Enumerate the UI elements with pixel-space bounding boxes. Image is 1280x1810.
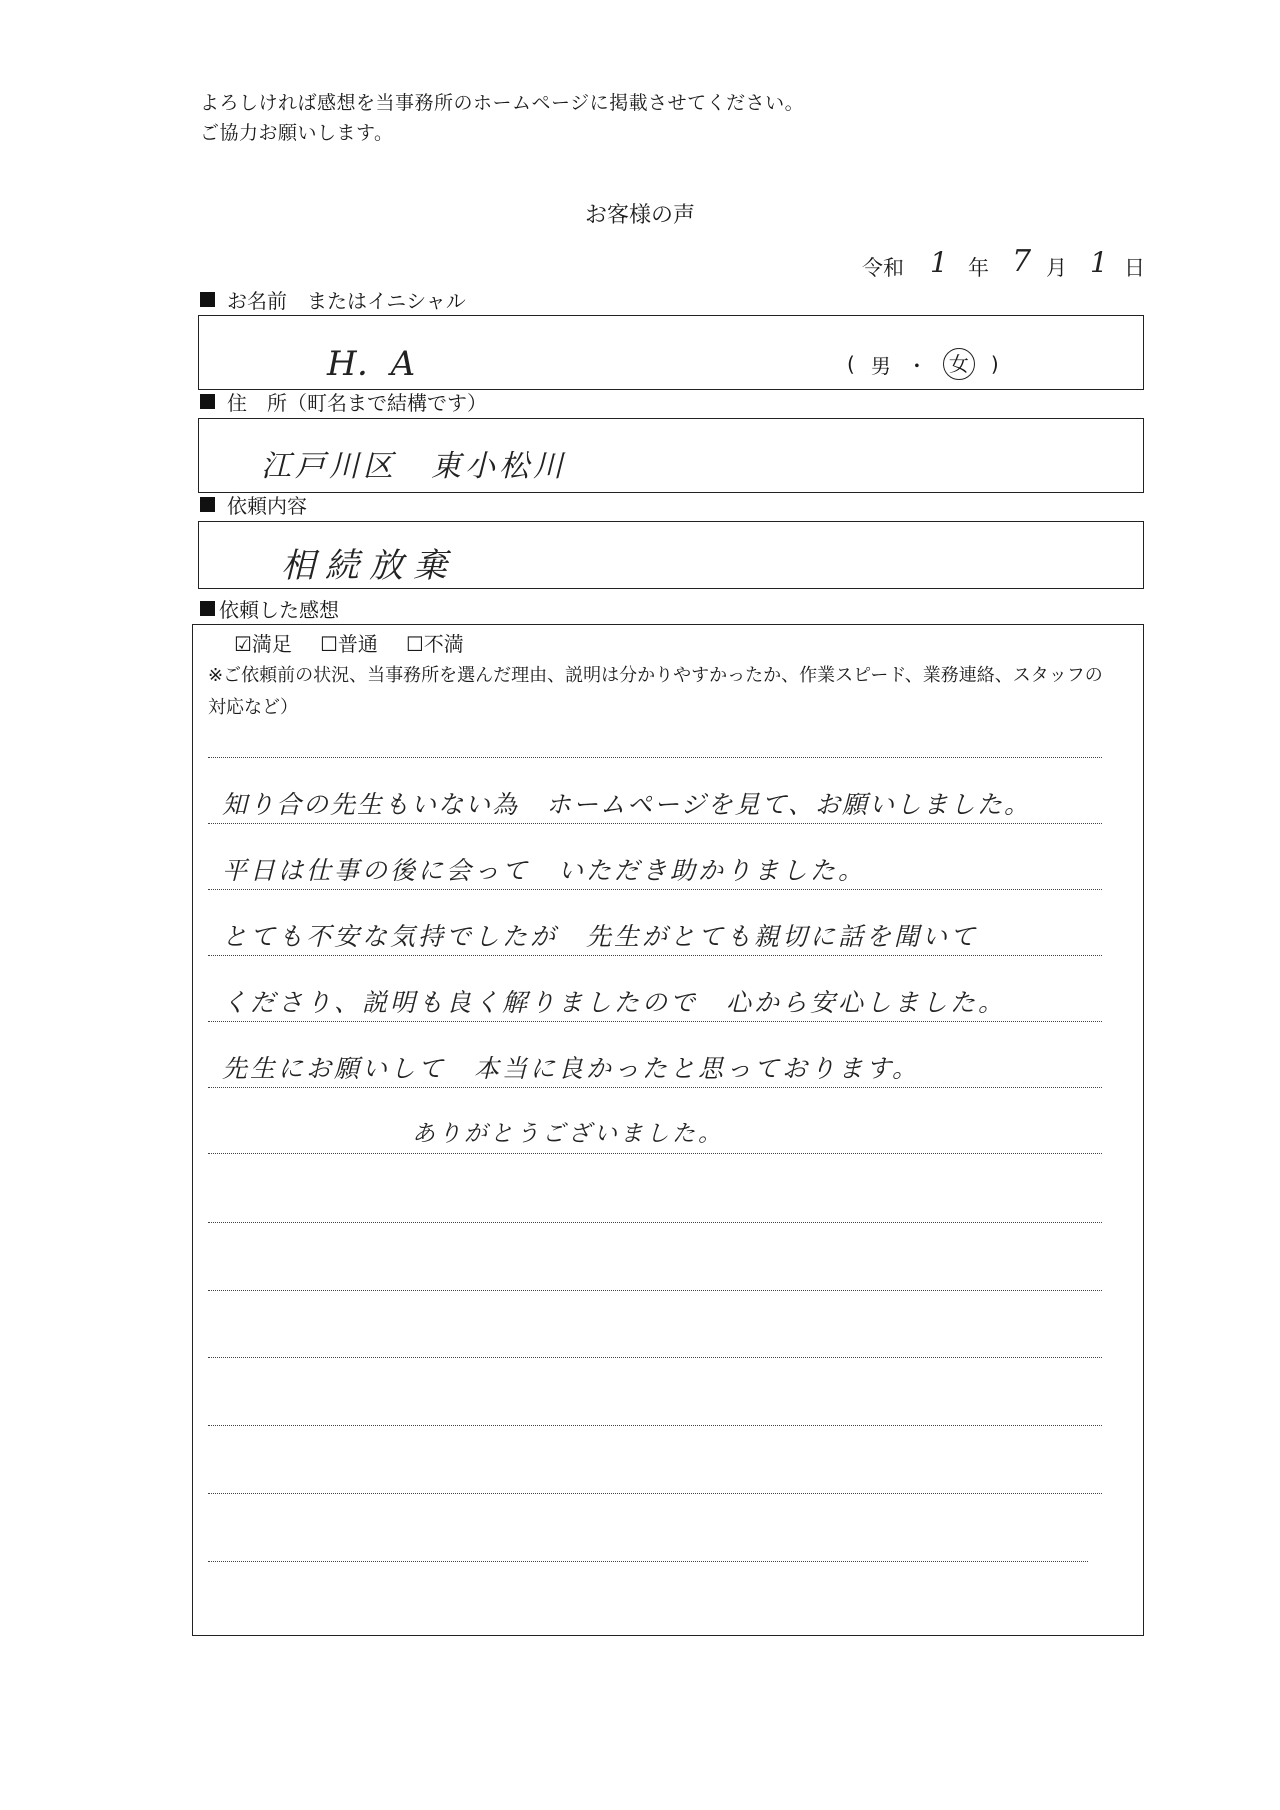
comment-line-2: 平日は仕事の後に会って いただき助かりました。 [222,856,867,885]
option-normal: ☐普通 [319,632,378,656]
date-day: 1 [1090,246,1108,279]
section-marker [200,497,215,512]
comment-line-3: とても不安な気持でしたが 先生がとても親切に話を聞いて [222,922,979,951]
ruled-line [208,823,1102,824]
comment-line-4: くださり、説明も良く解りましたので 心から安心しました。 [222,988,1007,1017]
comment-line-1: 知り合の先生もいない為 ホームページを見て、お願いしました。 [222,790,1032,819]
section-marker [200,292,215,307]
option-dissatisfied: ☐不満 [405,632,464,656]
ruled-line [208,1561,1088,1562]
date-year: 1 [930,246,948,279]
request-field [198,521,1144,589]
address-value: 江戸川区 東小松川 [261,449,567,484]
request-section-label: 依頼内容 [200,490,307,519]
ruled-line [208,1153,1102,1154]
comment-line-6: ありがとうございました。 [412,1121,724,1147]
ruled-line [208,1290,1102,1291]
date-month-unit: 月 [1046,256,1067,280]
ruled-line [208,1222,1102,1223]
date-year-unit: 年 [968,256,989,280]
page-title: お客様の声 [584,203,695,228]
name-section-label: お名前 またはイニシャル [200,285,466,314]
intro-line-2: ご協力お願いします。 [200,122,394,144]
section-marker [200,394,215,409]
date-month: 7 [1012,244,1032,279]
ruled-line [208,757,1102,758]
address-field [198,418,1144,493]
name-value: H．A [327,344,416,384]
ruled-line [208,1357,1102,1358]
ruled-line [208,955,1102,956]
section-marker [200,601,215,616]
ruled-line [208,1021,1102,1022]
comment-guidance-note: ※ご依頼前の状況、当事務所を選んだ理由、説明は分かりやすかったか、作業スピード、業務連絡、スタッフの対応など） [208,665,1103,718]
gender-female-circled: 女 [943,348,975,380]
request-value: 相続放棄 [281,546,457,586]
ruled-line [208,889,1102,890]
date-day-unit: 日 [1124,256,1145,280]
impression-section-label: 依頼した感想 [200,594,339,623]
ruled-line [208,1493,1102,1494]
gender-selector: ( 男 ・ 女 ) [847,348,999,380]
name-field [198,315,1144,390]
option-satisfied-checked: ☑満足 [234,632,292,656]
satisfaction-options [234,628,464,657]
ruled-line [208,1087,1102,1088]
gender-male: 男 [870,353,891,378]
comment-line-5: 先生にお願いして 本当に良かったと思っております。 [222,1054,921,1083]
address-section-label: 住 所（町名まで結構です） [200,387,487,416]
date-era: 令和 [862,256,904,280]
intro-line-1: よろしければ感想を当事務所のホームページに掲載させてください。 [200,92,805,114]
ruled-line [208,1425,1102,1426]
